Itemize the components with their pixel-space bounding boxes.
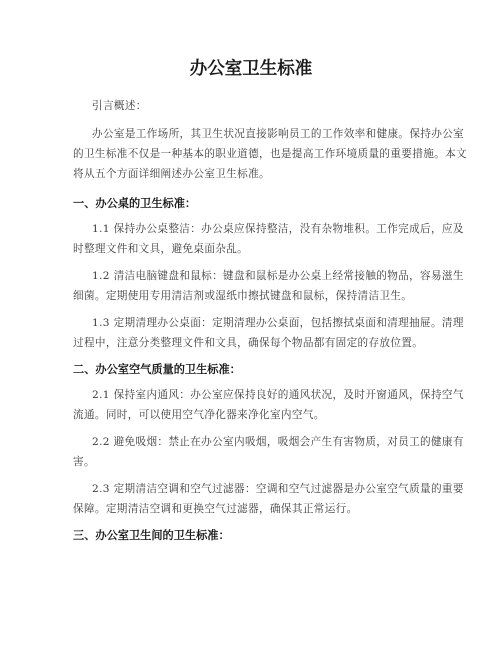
item-line: 1.3 定期清理办公桌面：定期清理办公桌面，包括擦拭桌面和清理抽屉。清理 (92, 317, 464, 329)
section-item (73, 219, 464, 259)
section-item (73, 479, 464, 519)
section-item (73, 432, 464, 472)
item-line: 害。 (73, 456, 95, 468)
item-line: 1.2 清洁电脑键盘和鼠标：键盘和鼠标是办公桌上经常接触的物品，容易滋生 (92, 270, 464, 282)
intro-line: 办公室是工作场所，其卫生状况直接影响员工的工作效率和健康。保持办公室 (92, 128, 465, 140)
intro-line: 将从五个方面详细阐述办公室卫生标准。 (73, 168, 270, 180)
section-item (73, 385, 464, 425)
item-line: 细菌。定期使用专用清洁剂或湿纸巾擦拭键盘和鼠标，保持清洁卫生。 (73, 290, 413, 302)
item-line: 过程中，注意分类整理文件和文具，确保每个物品都有固定的存放位置。 (73, 337, 424, 349)
section-heading: 一、办公桌的卫生标准： (73, 197, 197, 210)
section-heading: 二、办公室空气质量的卫生标准： (73, 363, 241, 376)
section-item (73, 266, 464, 306)
intro-paragraph (73, 124, 467, 184)
item-line: 保障。定期清洁空调和更换空气过滤器，确保其正常运行。 (73, 503, 358, 515)
item-line: 2.2 避免吸烟：禁止在办公室内吸烟，吸烟会产生有害物质，对员工的健康有 (92, 436, 464, 448)
item-line: 流通。同时，可以使用空气净化器来净化室内空气。 (73, 409, 325, 421)
intro-line: 的卫生标准不仅是一种基本的职业道德，也是提高工作环境质量的重要措施。本文 (73, 148, 467, 160)
item-line: 时整理文件和文具，避免桌面杂乱。 (73, 243, 249, 255)
section-heading: 三、办公室卫生间的卫生标准： (73, 529, 230, 542)
item-line: 2.3 定期清洁空调和空气过滤器：空调和空气过滤器是办公室空气质量的重要 (92, 483, 464, 495)
section-item (73, 313, 464, 353)
item-line: 1.1 保持办公桌整洁：办公桌应保持整洁，没有杂物堆积。工作完成后，应及 (92, 223, 464, 235)
document-title: 办公室卫生标准 (189, 59, 313, 79)
intro-label: 引言概述： (92, 100, 147, 112)
item-line: 2.1 保持室内通风：办公室应保持良好的通风状况，及时开窗通风，保持空气 (92, 389, 464, 401)
